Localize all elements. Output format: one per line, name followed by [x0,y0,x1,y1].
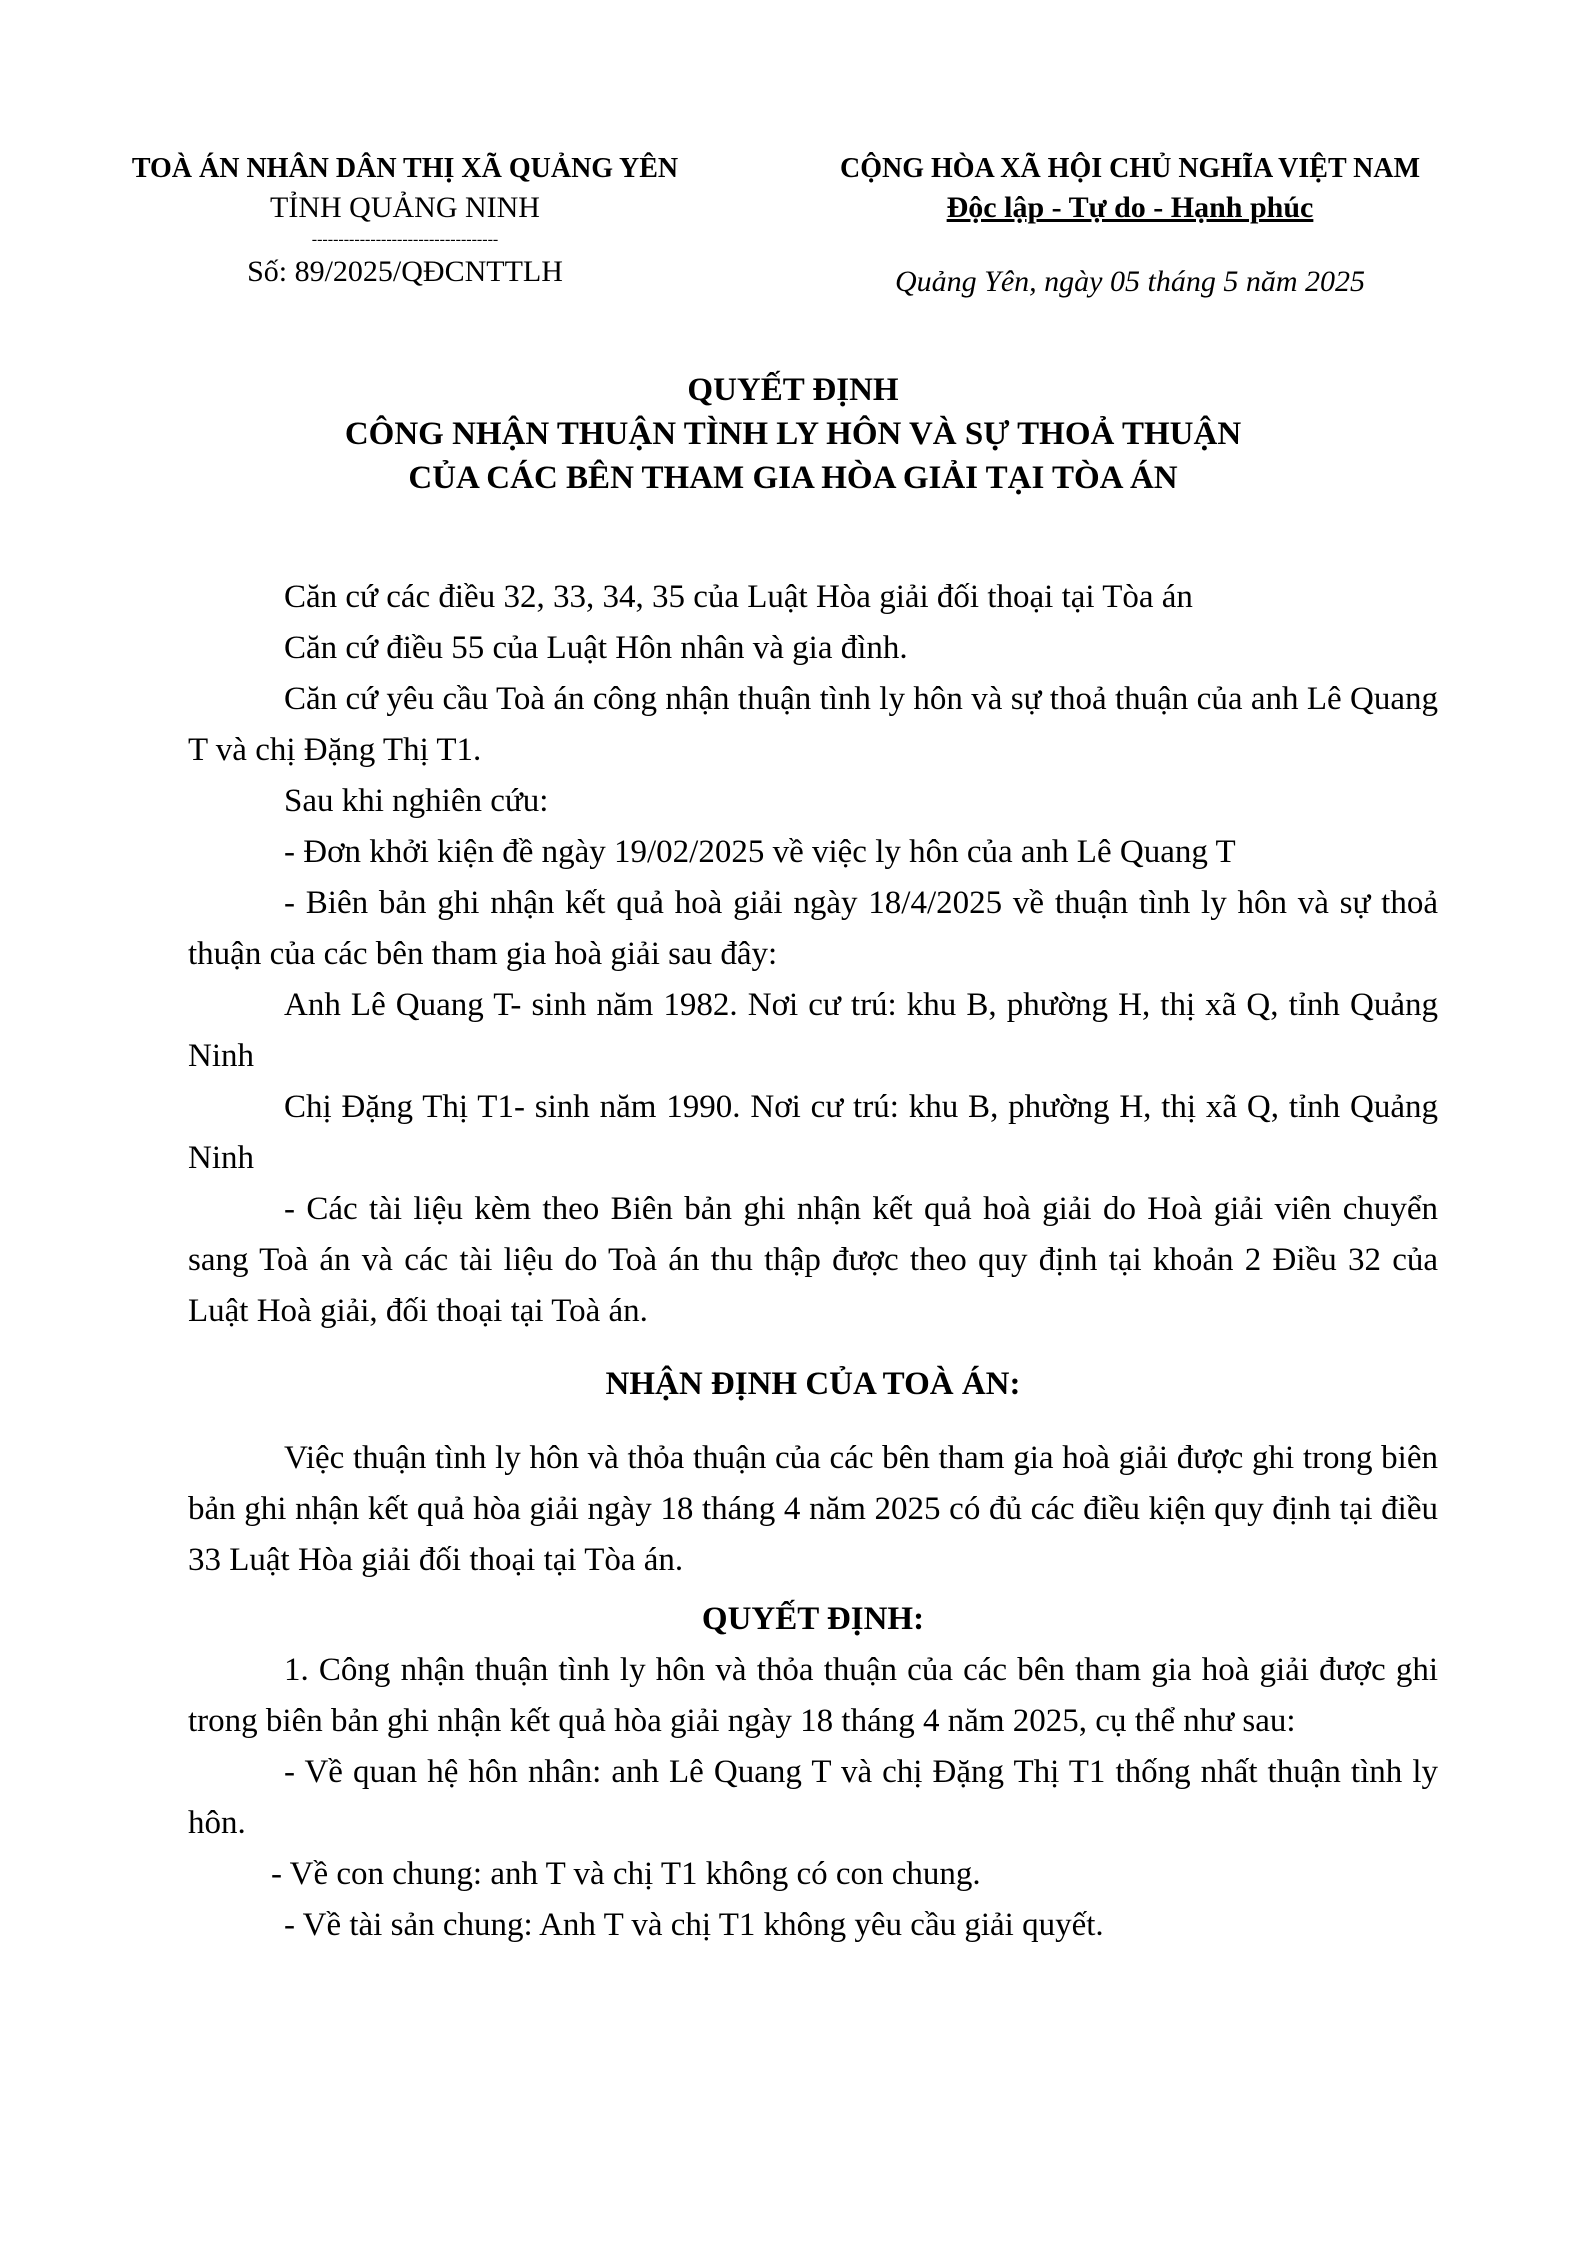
title-line-3: CỦA CÁC BÊN THAM GIA HÒA GIẢI TẠI TÒA ÁN [408,460,1178,496]
date-place: Quảng Yên, ngày 05 tháng 5 năm 2025 [895,265,1365,298]
basis-paragraph: - Biên bản ghi nhận kết quả hoà giải ngày 18/4/2025 về thuận tình ly hôn và sự thoả thuận của các bên tham gia hoà giải sau đây: [188,885,1438,972]
document-body [188,572,1438,1951]
header-separator: ----------------------------------- [311,231,499,248]
findings-heading: NHẬN ĐỊNH CỦA TOÀ ÁN: [605,1366,1021,1402]
court-name: TOÀ ÁN NHÂN DÂN THỊ XÃ QUẢNG YÊN [131,153,679,184]
basis-paragraph: Căn cứ điều 55 của Luật Hôn nhân và gia đình. [284,630,908,666]
title-line-1: QUYẾT ĐỊNH [687,372,899,408]
decision-marriage: - Về quan hệ hôn nhân: anh Lê Quang T và chị Đặng Thị T1 thống nhất thuận tình ly hôn. [188,1754,1438,1841]
party-paragraph: Chị Đặng Thị T1- sinh năm 1990. Nơi cư trú: khu B, phường H, thị xã Q, tỉnh Quảng Ninh [188,1089,1438,1176]
basis-paragraph: - Đơn khởi kiện đề ngày 19/02/2025 về việc ly hôn của anh Lê Quang T [284,834,1236,870]
basis-paragraph: Căn cứ các điều 32, 33, 34, 35 của Luật Hòa giải đối thoại tại Tòa án [284,579,1193,615]
decision-property: - Về tài sản chung: Anh T và chị T1 không yêu cầu giải quyết. [284,1907,1104,1943]
document-title [0,368,1586,500]
basis-paragraph: Sau khi nghiên cứu: [284,783,549,819]
decision-heading: QUYẾT ĐỊNH: [701,1601,925,1637]
title-line-2: CÔNG NHẬN THUẬN TÌNH LY HÔN VÀ SỰ THOẢ THUẬN [344,416,1242,452]
basis-paragraph: - Các tài liệu kèm theo Biên bản ghi nhận kết quả hoà giải do Hoà giải viên chuyển sang Toà án và các tài liệu do Toà án thu thập được theo quy định tại khoản 2 Điều 32 của Luật Hoà giải, đối thoại tại Toà án. [188,1191,1438,1329]
province-name: TỈNH QUẢNG NINH [270,191,540,224]
findings-paragraph: Việc thuận tình ly hôn và thỏa thuận của các bên tham gia hoà giải được ghi trong biên bản ghi nhận kết quả hòa giải ngày 18 tháng 4 năm 2025 có đủ các điều kiện quy định tại điều 33 Luật Hòa giải đối thoại tại Tòa án. [188,1440,1438,1578]
decision-item-1: 1. Công nhận thuận tình ly hôn và thỏa thuận của các bên tham gia hoà giải được ghi trong biên bản ghi nhận kết quả hòa giải ngày 18 tháng 4 năm 2025, cụ thể như sau: [188,1652,1438,1739]
document-number: Số: 89/2025/QĐCNTTLH [247,255,563,288]
national-motto: Độc lập - Tự do - Hạnh phúc [946,191,1314,224]
nation-name: CỘNG HÒA XÃ HỘI CHỦ NGHĨA VIỆT NAM [839,153,1421,184]
party-paragraph: Anh Lê Quang T- sinh năm 1982. Nơi cư trú: khu B, phường H, thị xã Q, tỉnh Quảng Ninh [188,987,1438,1074]
nation-header [760,150,1500,228]
decision-children: - Về con chung: anh T và chị T1 không có con chung. [271,1856,981,1892]
basis-paragraph: Căn cứ yêu cầu Toà án công nhận thuận tình ly hôn và sự thoả thuận của anh Lê Quang T và chị Đặng Thị T1. [188,681,1438,768]
court-header [80,150,730,294]
